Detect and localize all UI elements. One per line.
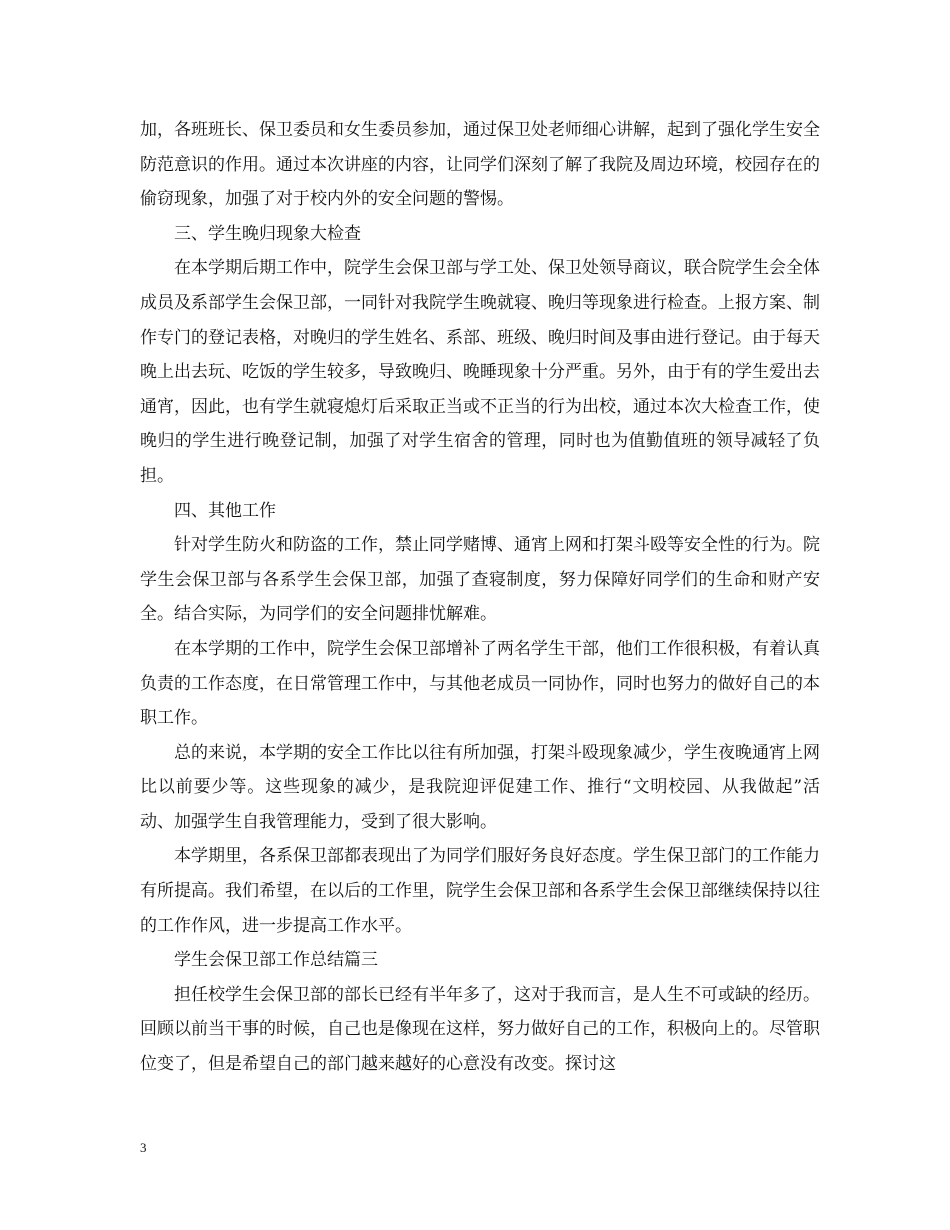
paragraph: 针对学生防火和防盗的工作，禁止同学赌博、通宵上网和打架斗殴等安全性的行为。院学生会保卫部与各系学生会保卫部，加强了查寝制度，努力保障好同学们的生命和财产安全。结合实际，为同学们的安全问题排忧解难。 bbox=[140, 535, 820, 625]
page-number: 3 bbox=[140, 1140, 147, 1155]
paragraph: 担任校学生会保卫部的部长已经有半年多了，这对于我而言，是人生不可或缺的经历。回顾以前当干事的时候，自己也是像现在这样，努力做好自己的工作，积极向上的。尽管职位变了，但是希望自己的部门越来越好的心意没有改变。探讨这 bbox=[140, 984, 820, 1075]
document-body bbox=[140, 113, 820, 1082]
paragraph: 总的来说，本学期的安全工作比以往有所加强，打架斗殴现象减少，学生夜晚通宵上网比以前要少等。这些现象的减少，是我院迎评促建工作、推行“文明校园、从我做起”活动、加强学生自我管理能力，受到了很大影响。 bbox=[140, 742, 820, 832]
section-heading-3: 三、学生晚归现象大检查 bbox=[174, 223, 361, 244]
article-title-part-3: 学生会保卫部工作总结篇三 bbox=[174, 950, 378, 971]
section-heading-4: 四、其他工作 bbox=[174, 500, 276, 521]
paragraph: 本学期里，各系保卫部都表现出了为同学们服好务良好态度。学生保卫部门的工作能力有所提高。我们希望，在以后的工作里，院学生会保卫部和各系学生会保卫部继续保持以往的工作作风，进一步提高工作水平。 bbox=[140, 846, 820, 936]
paragraph-continued: 加，各班班长、保卫委员和女生委员参加，通过保卫处老师细心讲解，起到了强化学生安全防范意识的作用。通过本次讲座的内容，让同学们深刻了解了我院及周边环境，校园存在的偷窃现象，加强了对于校内外的安全问题的警惕。 bbox=[140, 120, 820, 210]
paragraph: 在本学期后期工作中，院学生会保卫部与学工处、保卫处领导商议，联合院学生会全体成员及系部学生会保卫部，一同针对我院学生晚就寝、晚归等现象进行检查。上报方案、制作专门的登记表格，对晚归的学生姓名、系部、班级、晚归时间及事由进行登记。由于每天晚上出去玩、吃饭的学生较多，导致晚归、晚睡现象十分严重。另外，由于有的学生爱出去通宵，因此，也有学生就寝熄灯后采取正当或不正当的行为出校，通过本次大检查工作，使晚归的学生进行晚登记制，加强了对学生宿舍的管理，同时也为值勤值班的领导减轻了负担。 bbox=[140, 258, 820, 486]
paragraph: 在本学期的工作中，院学生会保卫部增补了两名学生干部，他们工作很积极，有着认真负责的工作态度，在日常管理工作中，与其他老成员一同协作，同时也努力的做好自己的本职工作。 bbox=[140, 638, 820, 729]
